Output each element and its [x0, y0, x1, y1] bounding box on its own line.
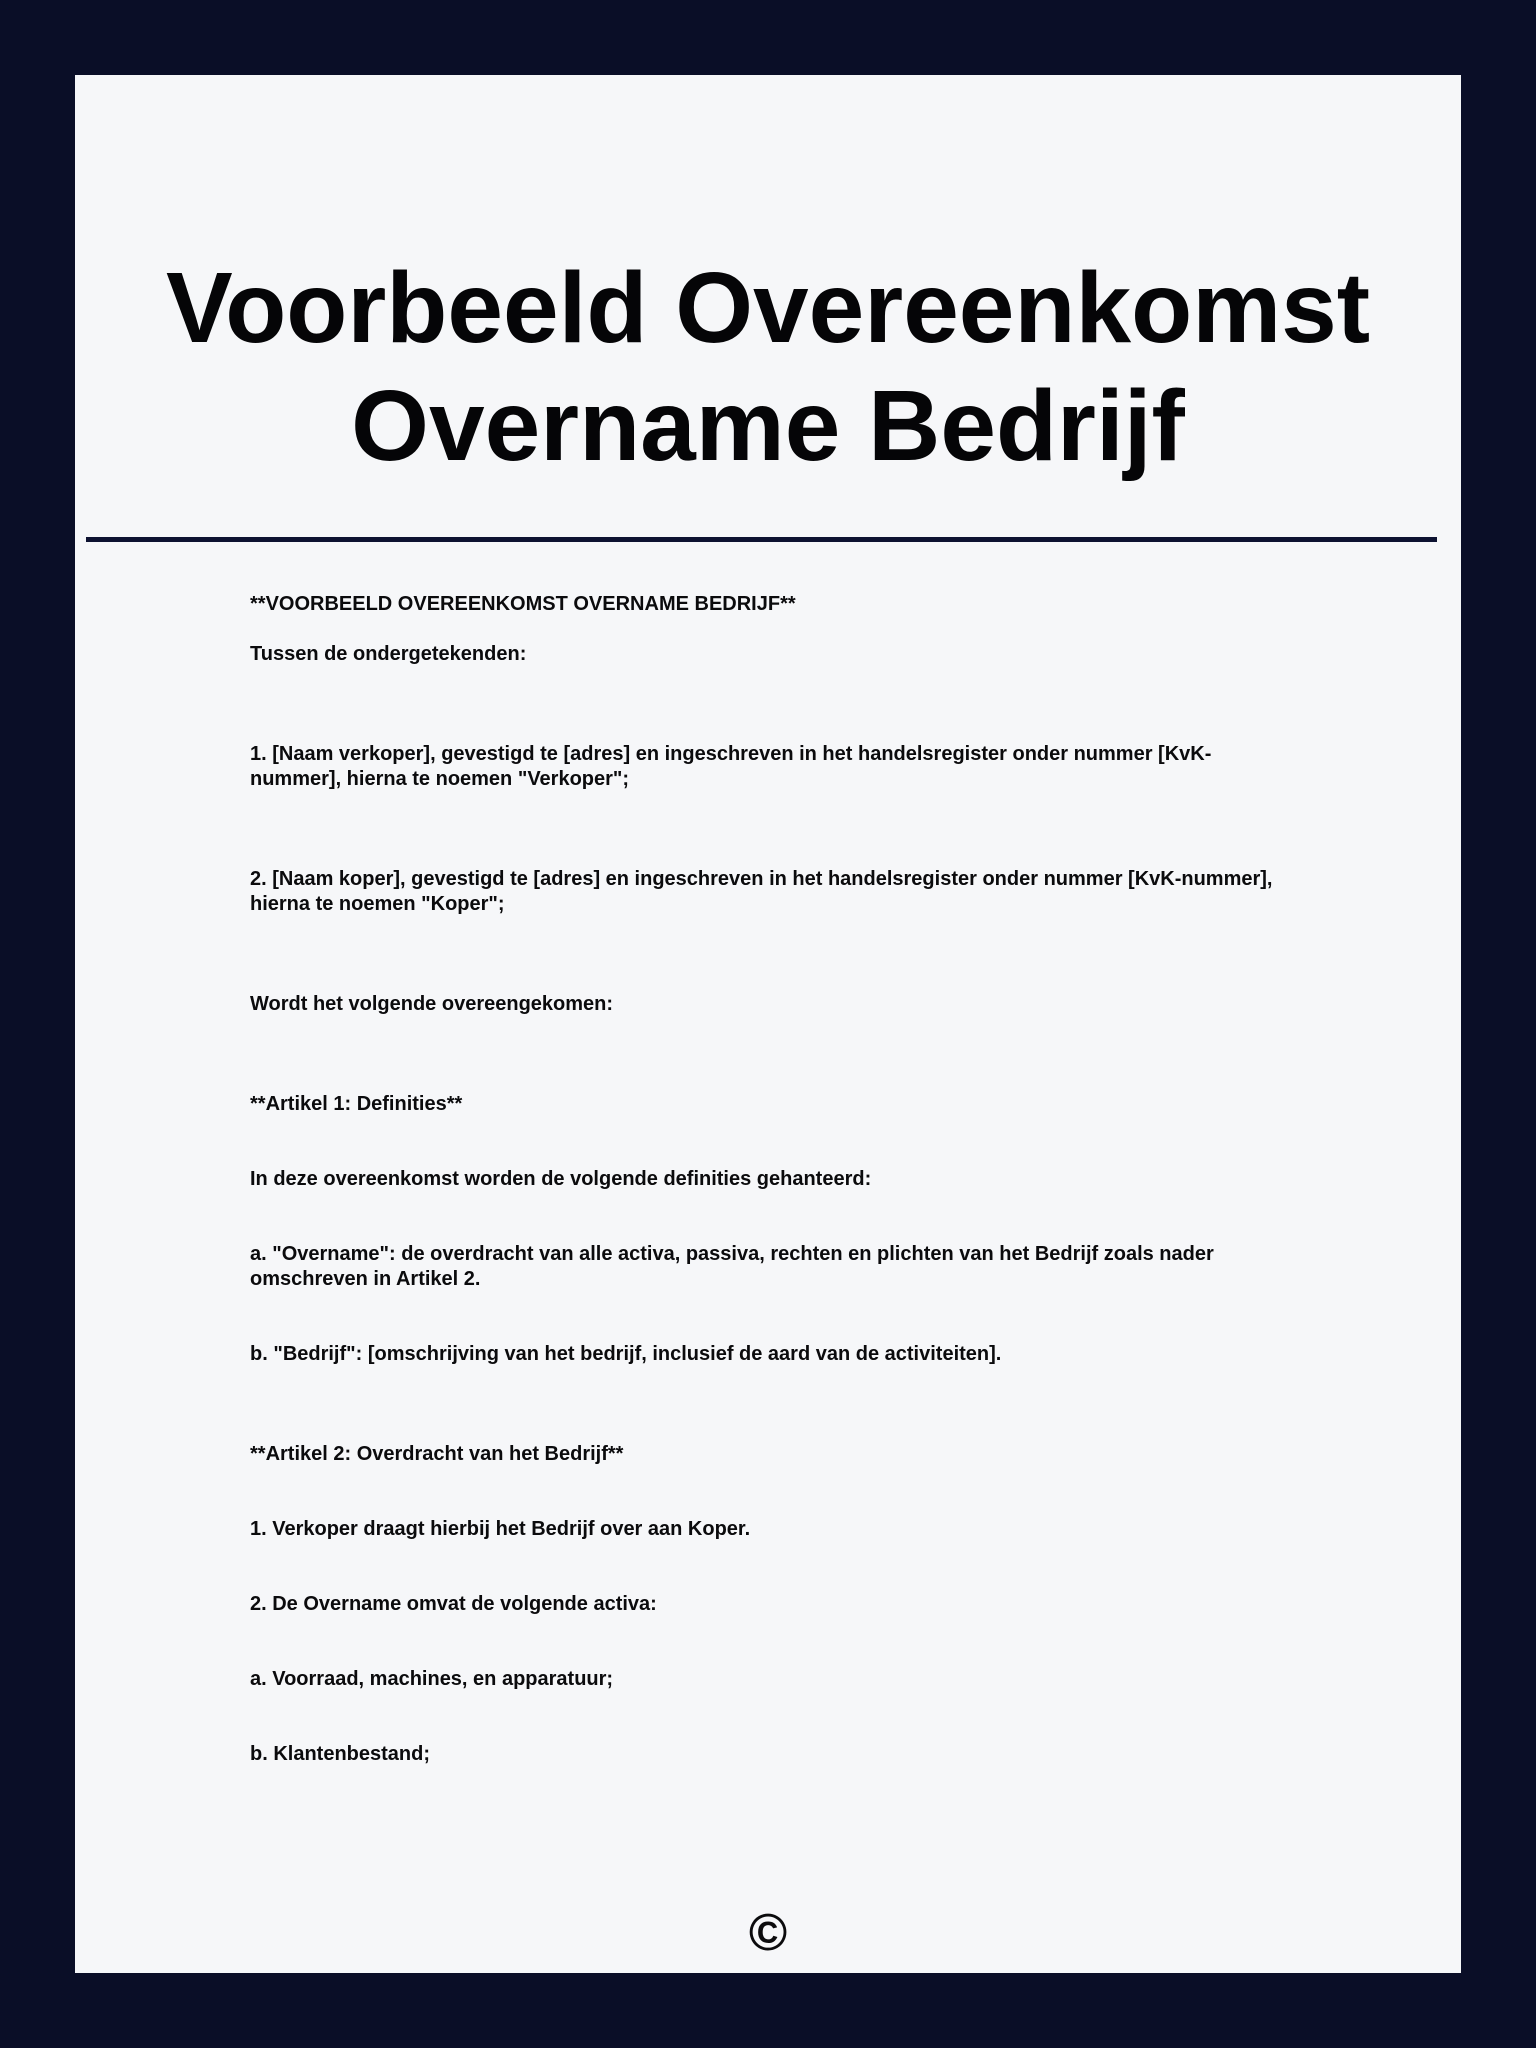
article-2-heading: **Artikel 2: Overdracht van het Bedrijf**	[250, 1443, 624, 1465]
doc-header-line: **VOORBEELD OVEREENKOMST OVERNAME BEDRIJF**	[250, 593, 796, 615]
parties-intro: Tussen de ondergetekenden:	[250, 643, 527, 665]
definition-overname: a. "Overname": de overdracht van alle activa, passiva, rechten en plichten van het Bedrijf zoals nader omschreven in Artikel 2.	[250, 1243, 1214, 1290]
document-title-line-1: Voorbeeld Overeenkomst	[165, 252, 1371, 364]
article-1-heading: **Artikel 1: Definities**	[250, 1093, 463, 1115]
definition-bedrijf: b. "Bedrijf": [omschrijving van het bedrijf, inclusief de aard van de activiteiten].	[250, 1343, 1002, 1365]
document-sheet	[75, 75, 1461, 1973]
party-buyer: 2. [Naam koper], gevestigd te [adres] en ingeschreven in het handelsregister onder nummer [KvK-nummer], hierna te noemen "Koper";	[250, 868, 1273, 915]
article-2-clause-2: 2. De Overname omvat de volgende activa:	[250, 1593, 657, 1615]
document-title	[75, 75, 1461, 485]
copyright-symbol: ©	[748, 1904, 788, 1962]
document-body	[250, 592, 1286, 1767]
title-divider-rule	[86, 537, 1437, 542]
article-2-clause-1: 1. Verkoper draagt hierbij het Bedrijf over aan Koper.	[250, 1518, 751, 1540]
asset-item-b: b. Klantenbestand;	[250, 1743, 431, 1765]
asset-item-a: a. Voorraad, machines, en apparatuur;	[250, 1668, 614, 1690]
article-1-intro: In deze overeenkomst worden de volgende definities gehanteerd:	[250, 1168, 872, 1190]
agreement-intro: Wordt het volgende overeengekomen:	[250, 993, 614, 1015]
party-seller: 1. [Naam verkoper], gevestigd te [adres] en ingeschreven in het handelsregister onder nummer [KvK-nummer], hierna te noemen "Verkoper";	[250, 743, 1212, 790]
document-title-line-2: Overname Bedrijf	[351, 370, 1185, 482]
